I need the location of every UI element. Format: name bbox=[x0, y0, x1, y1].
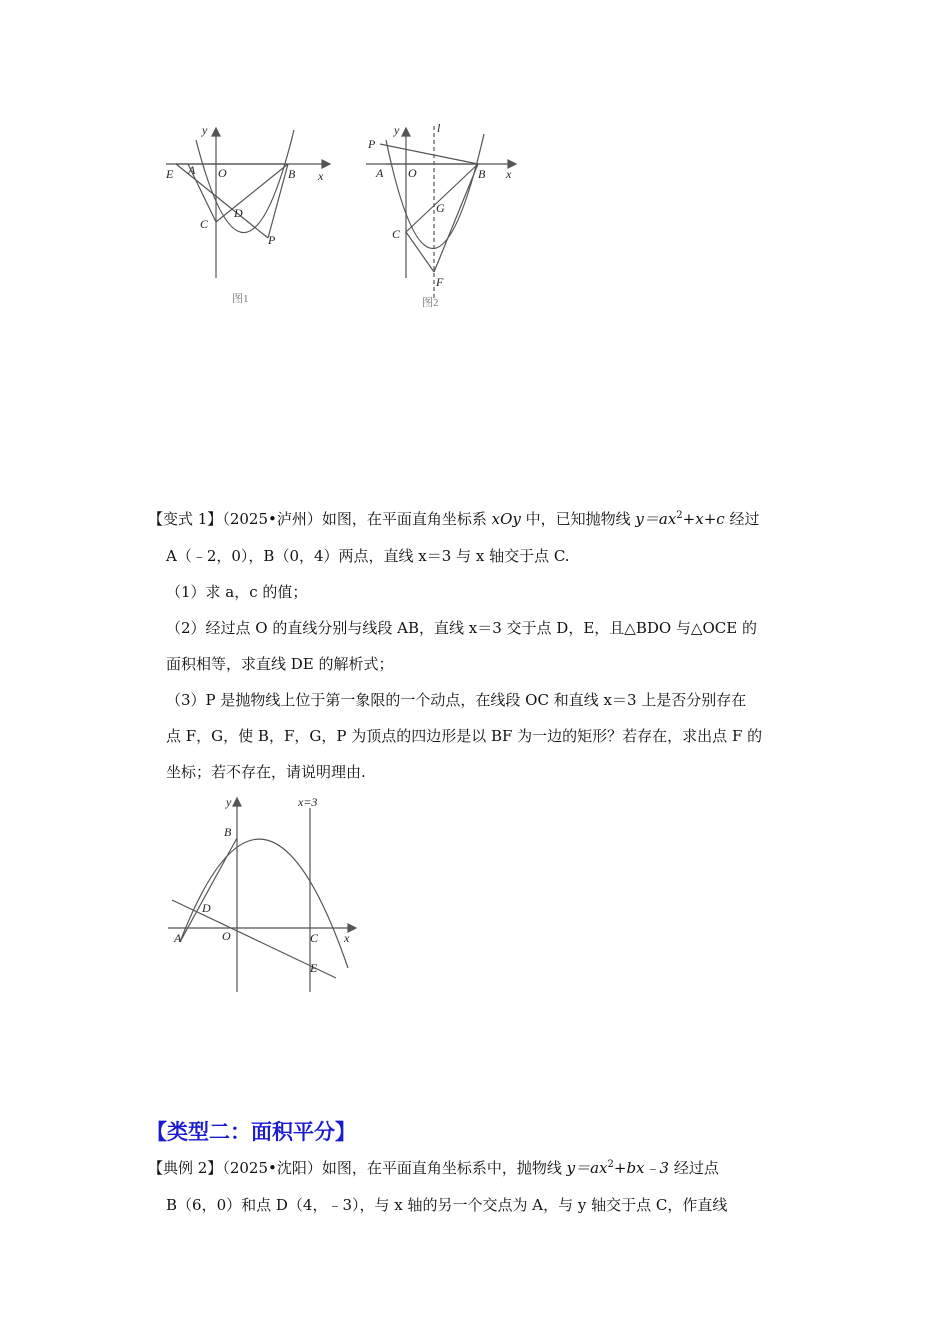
fig2-label-x: x bbox=[506, 167, 512, 181]
variant1-formula-post: +x+c bbox=[682, 510, 725, 528]
example2-formula-exp: 2 bbox=[607, 1159, 614, 1170]
variant1-line1-text: 如图，在平面直角坐标系 bbox=[321, 510, 492, 528]
variant1-source: （2025•泸州） bbox=[222, 510, 322, 528]
fig2-caption: 图2 bbox=[422, 297, 439, 309]
fig1-label-P: P bbox=[268, 233, 276, 247]
fig3-label-D: D bbox=[202, 901, 211, 915]
fig2-label-G: G bbox=[436, 201, 445, 215]
variant1-formula-exp: 2 bbox=[676, 510, 683, 521]
example2-line2: B（6，0）和点 D（4，﹣3），与 x 轴的另一个交点为 A，与 y 轴交于点 C，作直线 bbox=[166, 1196, 728, 1214]
example2-line1-text: 如图，在平面直角坐标系中，抛物线 bbox=[321, 1159, 567, 1177]
fig1-label-D: D bbox=[234, 206, 243, 220]
fig1-label-x: x bbox=[318, 169, 324, 183]
variant1-line1 bbox=[148, 508, 759, 530]
variant1-q3-line3: 坐标；若不存在，请说明理由. bbox=[166, 763, 366, 781]
figure-1 bbox=[160, 120, 340, 320]
fig3-label-C: C bbox=[310, 931, 319, 945]
figure-1-diagram bbox=[160, 120, 340, 320]
fig3-label-x3: x=3 bbox=[298, 795, 318, 809]
variant1-line2: A（﹣2，0），B（0，4）两点，直线 x＝3 与 x 轴交于点 C. bbox=[166, 547, 570, 565]
example2-formula-pre: y＝ax bbox=[566, 1159, 608, 1177]
fig1-label-O: O bbox=[218, 166, 227, 180]
fig3-label-A: A bbox=[174, 931, 182, 945]
fig2-label-P: P bbox=[368, 137, 376, 151]
fig1-label-C: C bbox=[200, 217, 209, 231]
example2-line1-end: 经过点 bbox=[669, 1159, 719, 1177]
fig3-label-B: B bbox=[224, 825, 232, 839]
variant1-xoy: xOy bbox=[491, 510, 521, 528]
fig1-caption: 图1 bbox=[232, 293, 249, 305]
fig1-label-y: y bbox=[202, 123, 208, 137]
fig3-label-O: O bbox=[222, 929, 231, 943]
example2-source: （2025•沈阳） bbox=[222, 1159, 322, 1177]
example2-formula-post: +bx﹣3 bbox=[613, 1159, 670, 1177]
variant1-q1: （1）求 a，c 的值； bbox=[166, 583, 308, 601]
fig2-label-C: C bbox=[392, 227, 401, 241]
figure-3 bbox=[160, 790, 370, 1000]
fig3-label-x: x bbox=[344, 931, 350, 945]
fig2-label-l: l bbox=[437, 121, 441, 135]
example2-tag: 【典例 2】 bbox=[148, 1159, 223, 1177]
variant1-formula-pre: y＝ax bbox=[635, 510, 677, 528]
variant1-q3-line2: 点 F，G，使 B，F，G，P 为顶点的四边形是以 BF 为一边的矩形？若存在，求出点 F 的 bbox=[166, 727, 763, 745]
fig3-label-E: E bbox=[310, 961, 318, 975]
variant1-q2-line1: （2）经过点 O 的直线分别与线段 AB，直线 x＝3 交于点 D，E，且△BDO 与△OCE 的 bbox=[166, 619, 757, 637]
fig2-label-F: F bbox=[436, 275, 444, 289]
variant1-tag: 【变式 1】 bbox=[148, 510, 223, 528]
fig3-label-y: y bbox=[226, 795, 232, 809]
variant1-q3-line1: （3）P 是抛物线上位于第一象限的一个动点，在线段 OC 和直线 x＝3 上是否分别存在 bbox=[166, 691, 747, 709]
fig2-label-B: B bbox=[478, 167, 486, 181]
variant1-line1-text2: 中，已知抛物线 bbox=[520, 510, 636, 528]
fig2-label-A: A bbox=[376, 166, 384, 180]
example2-line1 bbox=[148, 1157, 719, 1179]
fig1-label-E: E bbox=[166, 167, 174, 181]
variant1-line1-end: 经过 bbox=[724, 510, 760, 528]
section2-heading: 【类型二：面积平分】 bbox=[146, 1120, 356, 1144]
fig1-label-B: B bbox=[288, 167, 296, 181]
figure-3-diagram bbox=[160, 790, 370, 1000]
fig1-label-A: A bbox=[188, 163, 196, 177]
figure-2-diagram bbox=[360, 120, 530, 320]
fig2-label-y: y bbox=[394, 123, 400, 137]
variant1-q2-line2: 面积相等，求直线 DE 的解析式； bbox=[166, 655, 394, 673]
figure-2 bbox=[360, 120, 530, 320]
fig2-label-O: O bbox=[408, 166, 417, 180]
